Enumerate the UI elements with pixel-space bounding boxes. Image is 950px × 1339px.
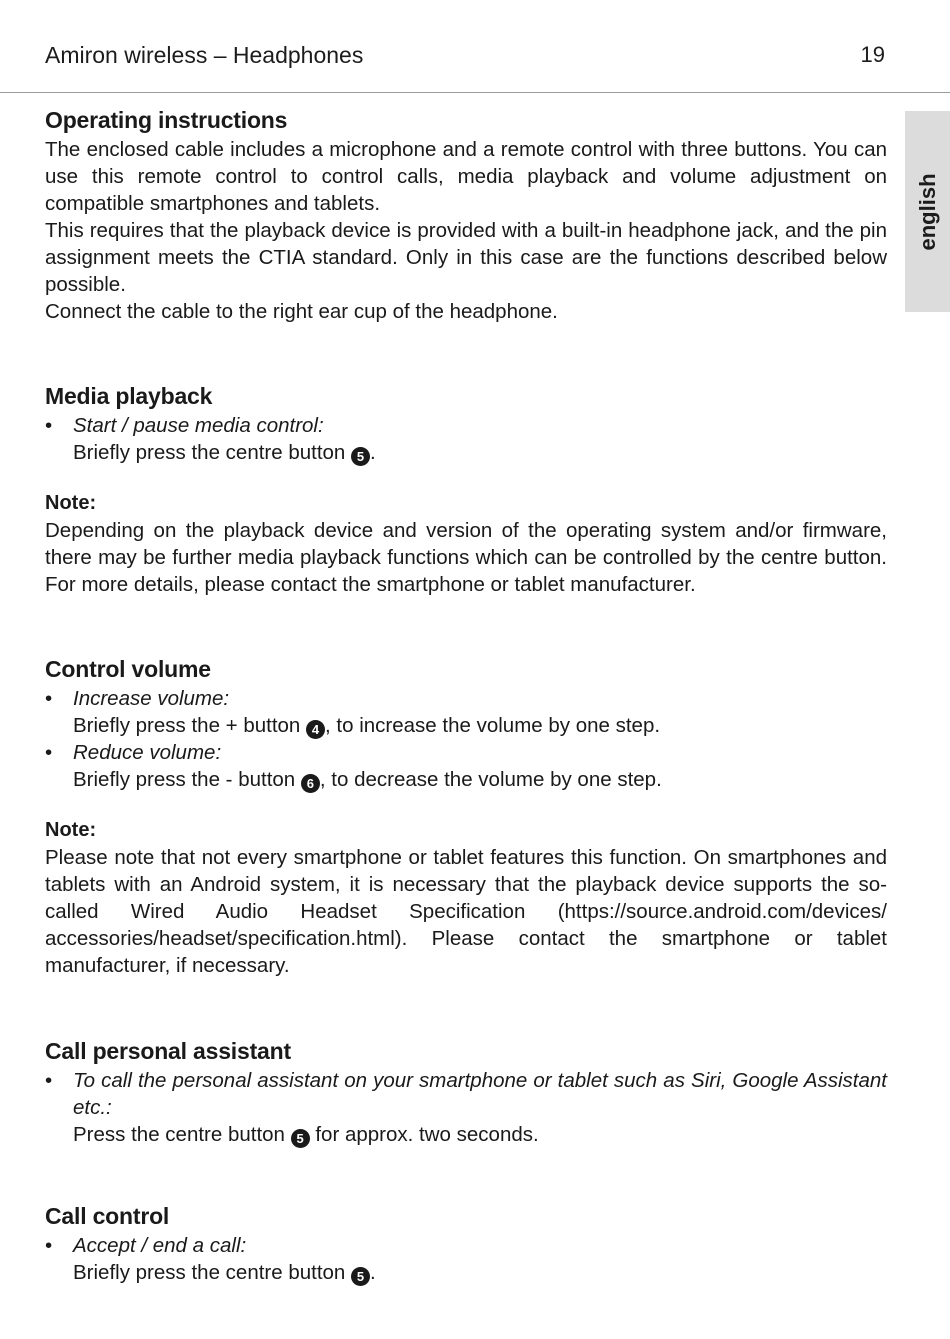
instruction-text: Press the centre button — [73, 1123, 291, 1146]
page-number: 19 — [860, 42, 885, 67]
bullet-item — [45, 412, 887, 466]
bullet-symbol: • — [45, 1234, 53, 1257]
bullet-symbol: • — [45, 687, 53, 710]
bullet-item — [45, 685, 887, 739]
language-tab — [905, 111, 950, 312]
note-text: Please note that not every smartphone or tablet features this function. On smartphones and tablets with an Android system, it is necessary that the playback device supports the so-called Wired Audio Headset Specification (https://source.android.com/devices/ accessories/headset/specification.html). Please contact the smartphone or tablet manufacturer, if necessary. — [45, 846, 887, 977]
paragraph: The enclosed cable includes a microphone and a remote control with three buttons. You can use this remote control to control calls, media playback and volume adjustment on compatible smartphones and tablets. — [45, 138, 887, 215]
number-badge: 5 — [351, 447, 370, 466]
instruction-text: , to decrease the volume by one step. — [319, 768, 662, 791]
bullet-instruction — [73, 1259, 887, 1286]
number-badge: 4 — [306, 720, 325, 739]
bullet-instruction — [73, 766, 887, 793]
bullet-item — [45, 739, 887, 793]
bullet-symbol: • — [45, 741, 53, 764]
instruction-text: Briefly press the - button — [73, 768, 301, 791]
page-content — [45, 104, 887, 1330]
section-call-control — [45, 1200, 887, 1286]
section-control-volume — [45, 653, 887, 979]
instruction-text: . — [370, 1261, 376, 1284]
bullet-title: Increase volume: — [73, 687, 230, 710]
number-badge: 5 — [351, 1267, 370, 1286]
paragraph: Connect the cable to the right ear cup of the headphone. — [45, 300, 558, 323]
instruction-text: Briefly press the centre button — [73, 1261, 352, 1284]
bullet-instruction — [73, 1121, 887, 1148]
number-badge: 6 — [301, 774, 320, 793]
bullet-title: Accept / end a call: — [73, 1234, 247, 1257]
bullet-item — [45, 1067, 887, 1148]
section-heading: Control volume — [45, 656, 211, 682]
instruction-text: Briefly press the centre button — [73, 441, 352, 464]
header-title: Amiron wireless – Headphones — [45, 42, 364, 68]
page-header — [0, 0, 950, 93]
instruction-text: Briefly press the + button — [73, 714, 307, 737]
bullet-symbol: • — [45, 1069, 53, 1092]
section-heading: Media playback — [45, 383, 213, 409]
section-media-playback — [45, 380, 887, 598]
section-operating-instructions — [45, 104, 887, 325]
bullet-title: Reduce volume: — [73, 741, 222, 764]
note-label: Note: — [45, 819, 97, 841]
bullet-item — [45, 1232, 887, 1286]
instruction-text: for approx. two seconds. — [309, 1123, 539, 1146]
section-heading: Operating instructions — [45, 107, 288, 133]
bullet-title: To call the personal assistant on your smartphone or tablet such as Siri, Google Assistant etc.: — [73, 1069, 887, 1119]
note-text: Depending on the playback device and version of the operating system and/or firmware, there may be further media playback functions which can be controlled by the centre button. For more details, please contact the smartphone or tablet manufacturer. — [45, 519, 887, 596]
bullet-instruction — [73, 439, 887, 466]
bullet-symbol: • — [45, 414, 53, 437]
instruction-text: , to increase the volume by one step. — [325, 714, 661, 737]
paragraph: This requires that the playback device is provided with a built-in headphone jack, and the pin assignment meets the CTIA standard. Only in this case are the functions described below possible. — [45, 219, 887, 296]
bullet-instruction — [73, 712, 887, 739]
bullet-title: Start / pause media control: — [73, 414, 324, 437]
section-heading: Call personal assistant — [45, 1038, 291, 1064]
section-heading: Call control — [45, 1203, 170, 1229]
instruction-text: . — [370, 441, 376, 464]
number-badge: 5 — [291, 1129, 310, 1148]
language-tab-label: english — [914, 172, 940, 251]
note-label: Note: — [45, 492, 97, 514]
section-call-personal-assistant — [45, 1035, 887, 1148]
